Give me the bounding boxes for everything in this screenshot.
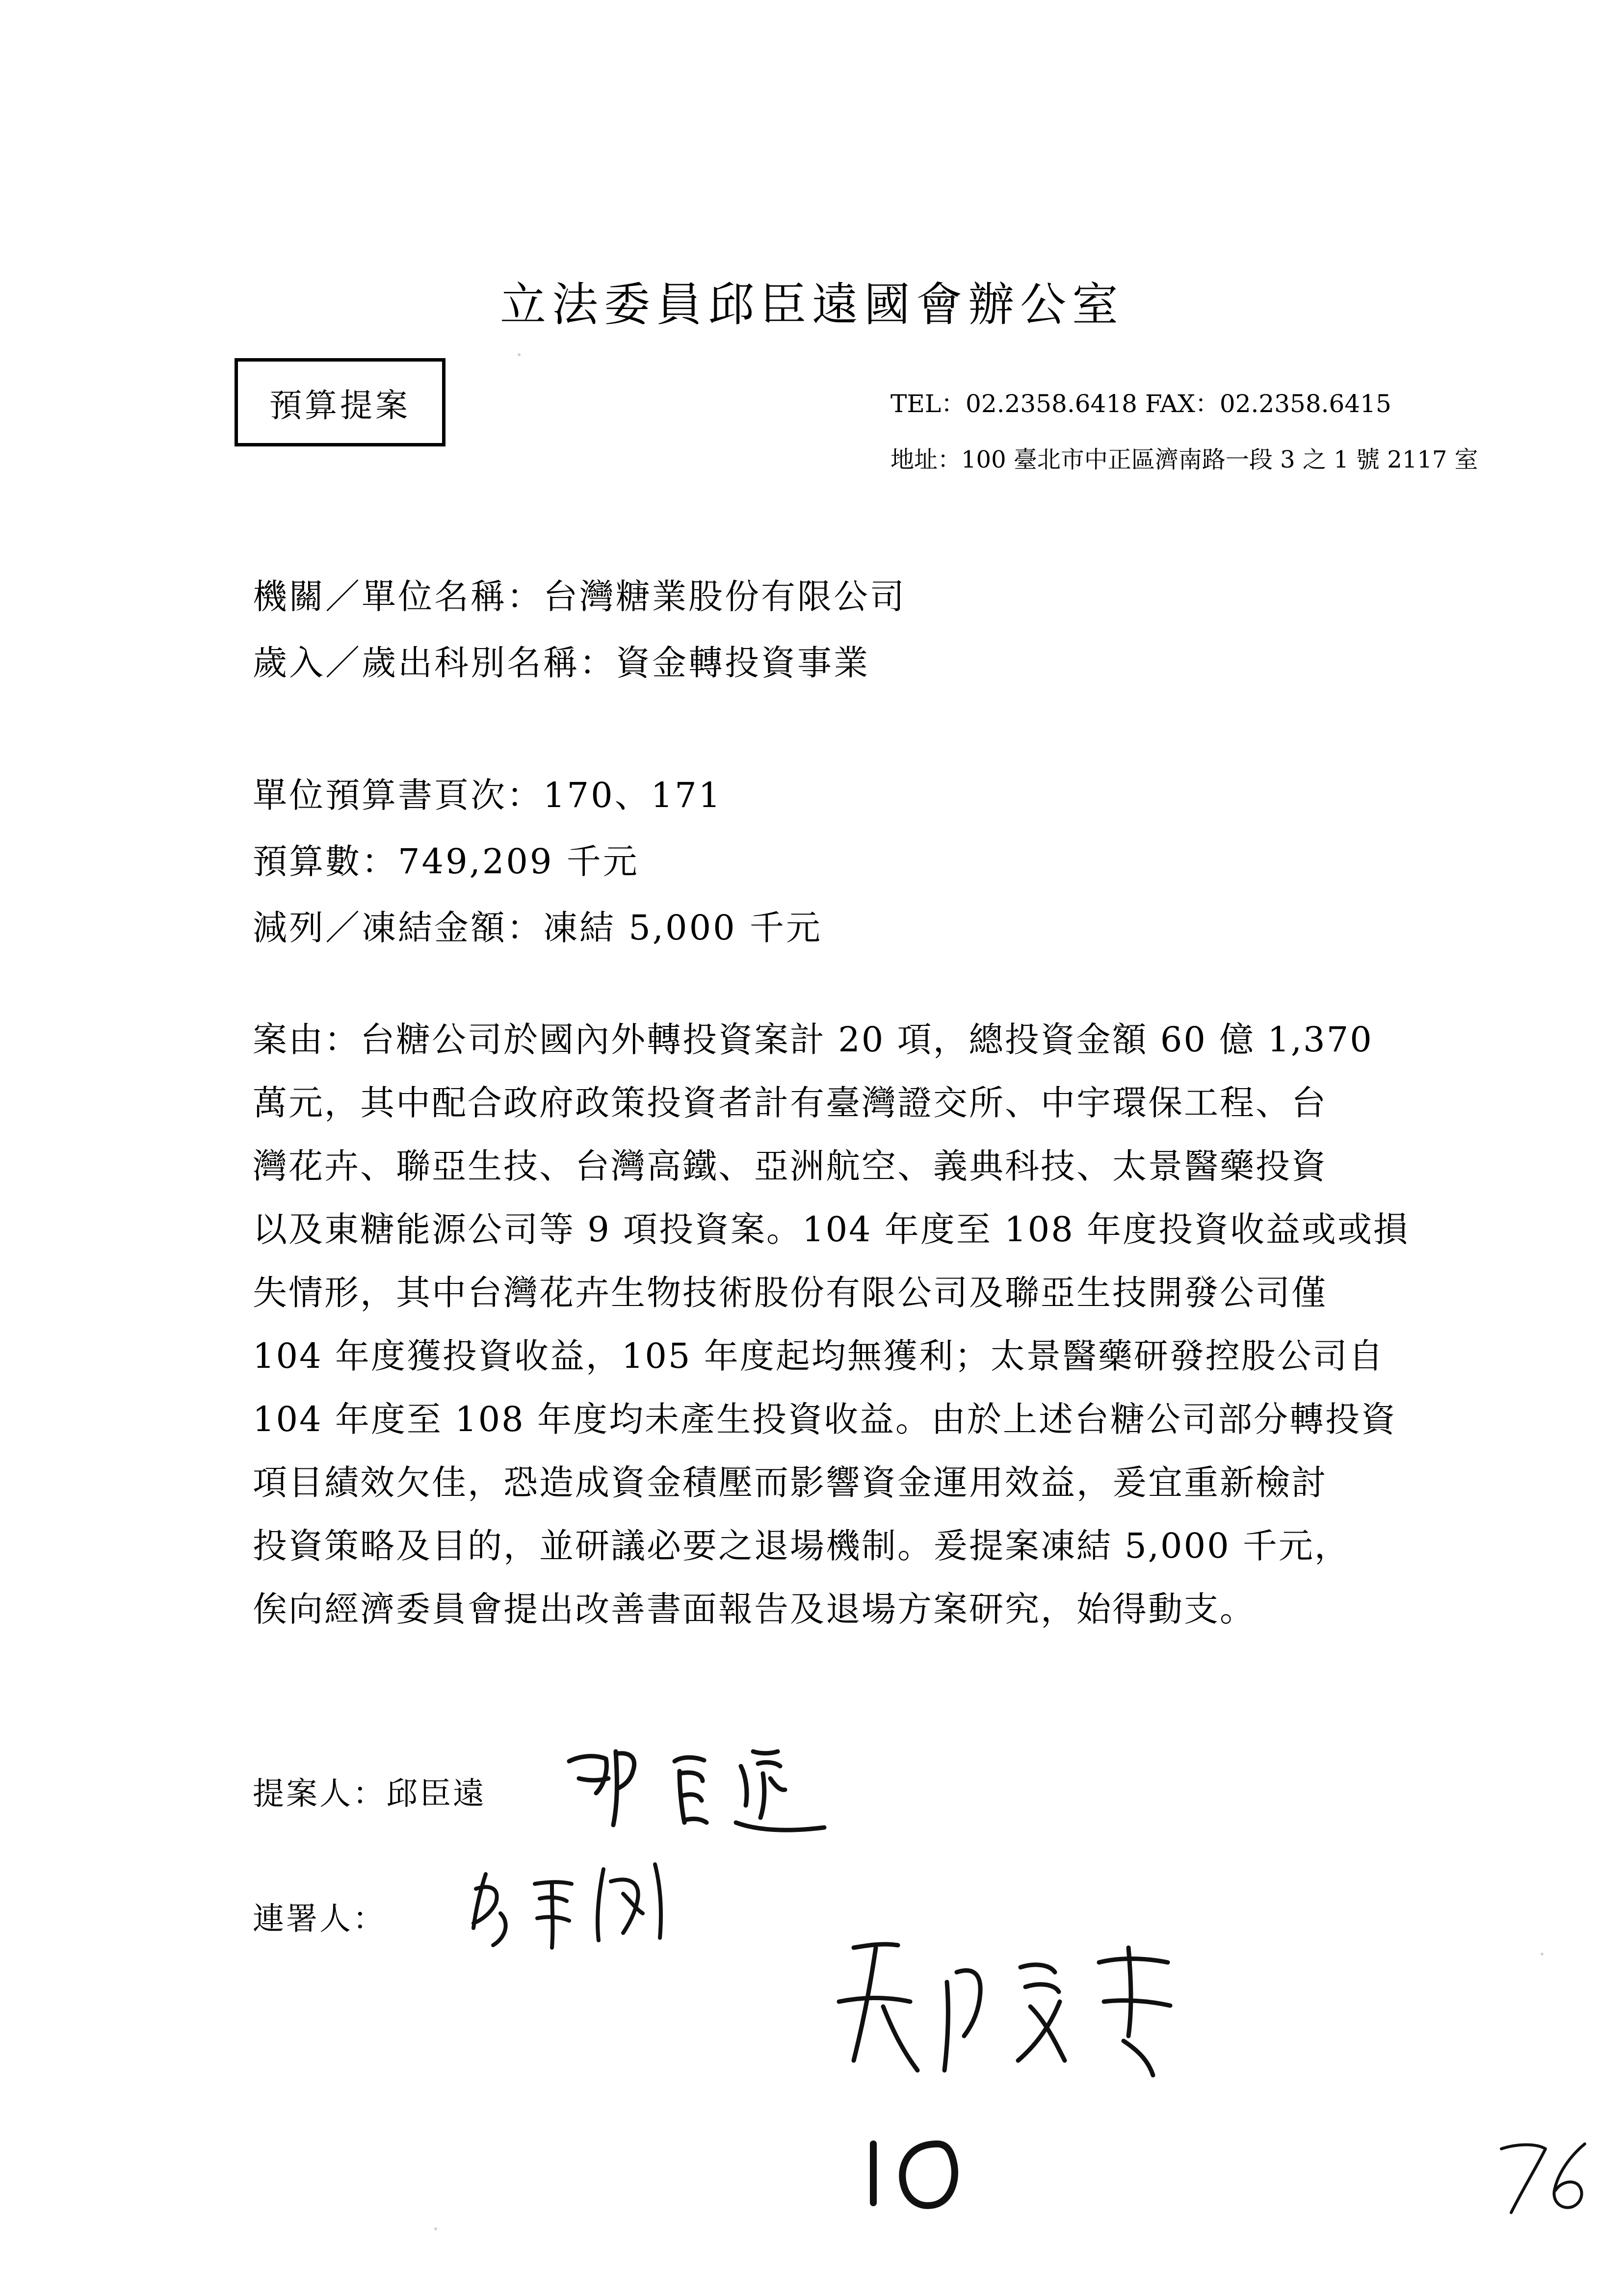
reason-paragraph [253, 1008, 1410, 1641]
agency-field: 機關／單位名稱：台灣糖業股份有限公司 [253, 576, 906, 617]
proposer-label: 提案人：邱臣遠 [253, 1776, 486, 1812]
contact-tel-fax: TEL：02.2358.6418 FAX：02.2358.6415 [891, 390, 1391, 418]
reason-line: 灣花卉、聯亞生技、台灣高鐵、亞洲航空、義典科技、太景醫藥投資 [253, 1146, 1327, 1186]
reason-line: 以及東糖能源公司等 9 項投資案。104 年度至 108 年度投資收益或或損 [253, 1209, 1410, 1250]
proposal-type-label: 預算提案 [269, 386, 411, 424]
proposal-type-box [235, 358, 445, 446]
reason-line: 104 年度獲投資收益，105 年度起均無獲利；太景醫藥研發控股公司自 [253, 1336, 1385, 1376]
account-field: 歲入／歲出科別名稱：資金轉投資事業 [253, 643, 870, 683]
budget-pages-field: 單位預算書頁次：170、171 [253, 775, 723, 815]
reason-line: 俟向經濟委員會提出改善書面報告及退場方案研究，始得動支。 [253, 1589, 1256, 1629]
cosigner-signature-2 [824, 1928, 1207, 2090]
document-title: 立法委員邱臣遠國會辦公室 [499, 278, 1124, 332]
freeze-amount-field: 減列／凍結金額：凍結 5,000 千元 [253, 908, 822, 948]
budget-amount-field: 預算數：749,209 千元 [253, 841, 639, 882]
scan-speck [518, 353, 521, 356]
cosigner-label: 連署人： [253, 1901, 386, 1937]
reason-line: 投資策略及目的，並研議必要之退場機制。爰提案凍結 5,000 千元， [253, 1526, 1350, 1566]
reason-line: 項目績效欠佳，恐造成資金積壓而影響資金運用效益，爰宜重新檢討 [253, 1462, 1327, 1503]
reason-line: 104 年度至 108 年度均未產生投資收益。由於上述台糖公司部分轉投資 [253, 1399, 1397, 1439]
cosigner-signature-1 [466, 1854, 672, 1957]
reason-line: 失情形，其中台灣花卉生物技術股份有限公司及聯亞生技開發公司僅 [253, 1273, 1327, 1313]
reason-line: 萬元，其中配合政府政策投資者計有臺灣證交所、中宇環保工程、台 [253, 1083, 1327, 1123]
scan-speck [434, 2227, 437, 2230]
office-address: 地址：100 臺北市中正區濟南路一段 3 之 1 號 2117 室 [891, 446, 1478, 473]
handwritten-count [854, 2129, 981, 2213]
scan-speck [1541, 1953, 1544, 1956]
page-number [1492, 2129, 1599, 2218]
reason-line: 案由：台糖公司於國內外轉投資案計 20 項，總投資金額 60 億 1,370 [253, 1019, 1373, 1060]
proposer-signature [559, 1732, 834, 1845]
